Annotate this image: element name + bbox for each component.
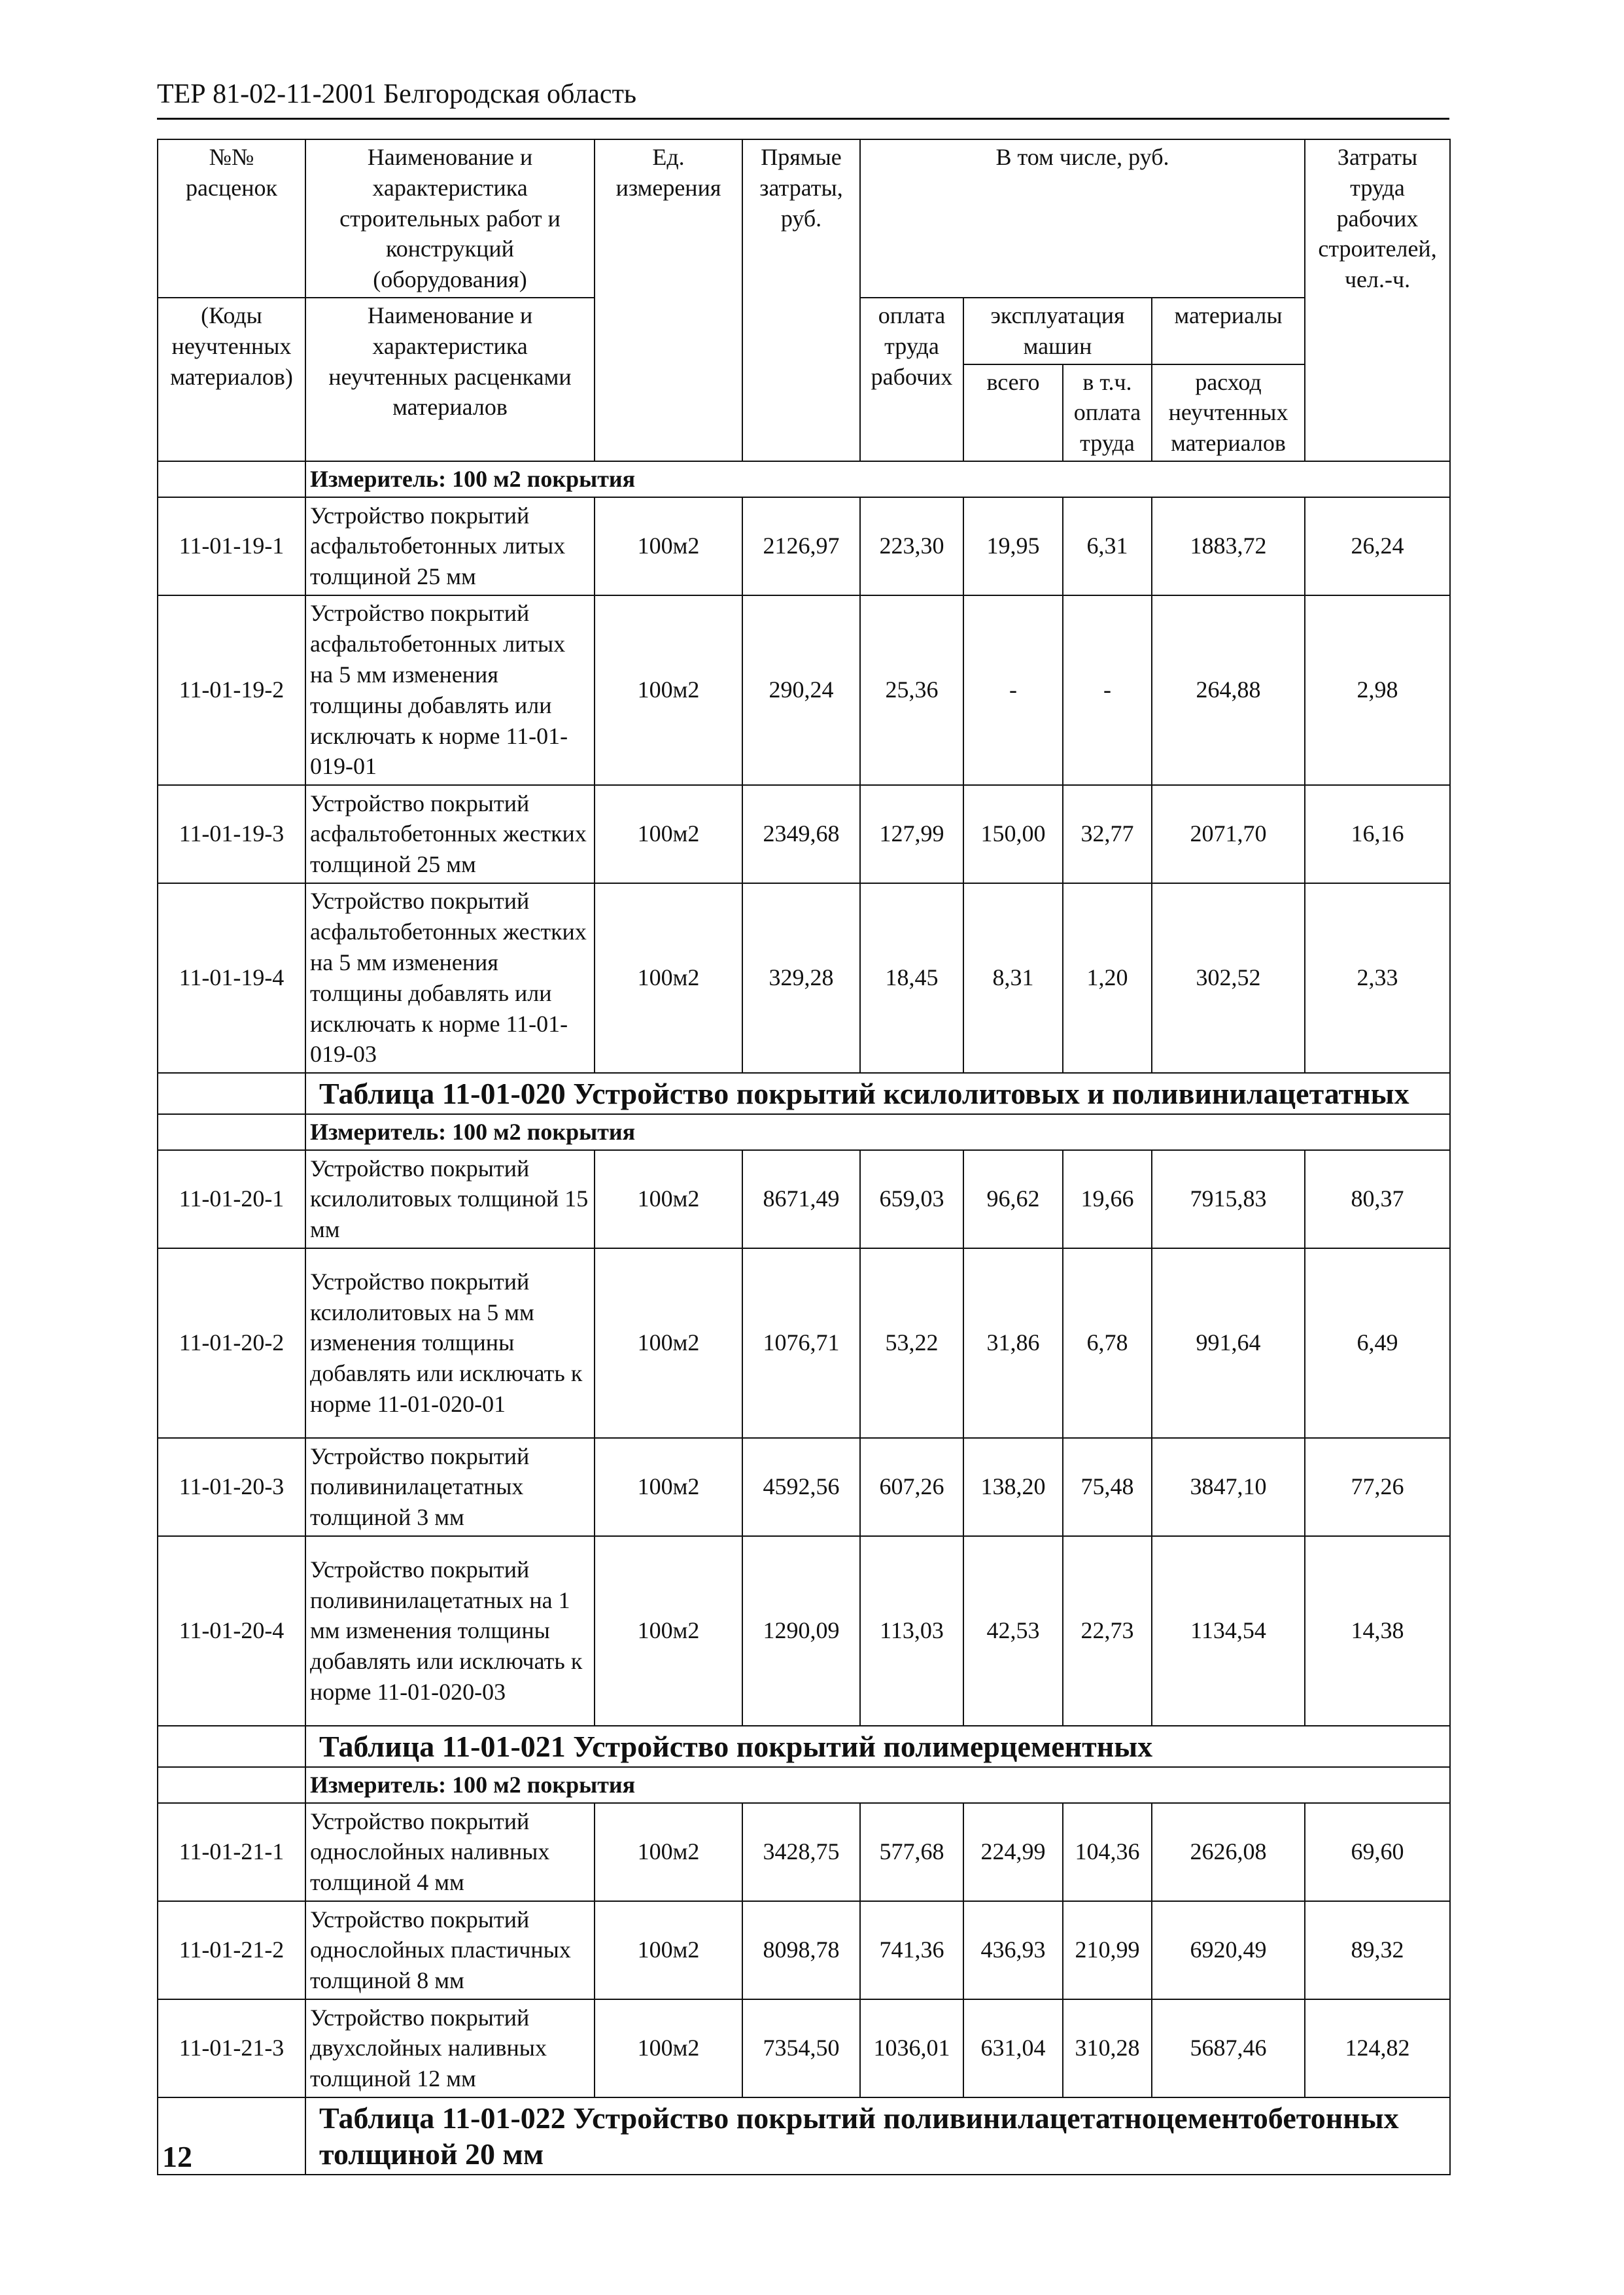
cell-wages: 25,36 [860, 595, 963, 785]
cell-labor: 2,98 [1305, 595, 1450, 785]
cell-direct: 290,24 [742, 595, 860, 785]
col-incl-header: В том числе, руб. [860, 139, 1305, 298]
table-row [158, 883, 1450, 1073]
measure-blank [158, 461, 305, 497]
section-title-row [158, 2097, 1450, 2175]
cell-labor: 69,60 [1305, 1803, 1450, 1901]
cell-mach: 436,93 [963, 1901, 1063, 1999]
table-row [158, 1150, 1450, 1248]
cell-direct: 3428,75 [742, 1803, 860, 1901]
measure-label: Измеритель: 100 м2 покрытия [305, 1114, 1450, 1150]
table-row [158, 1803, 1450, 1901]
cell-mach: 42,53 [963, 1536, 1063, 1726]
cell-mach-wages: 75,48 [1063, 1438, 1152, 1536]
cell-wages: 577,68 [860, 1803, 963, 1901]
rate-code: 11-01-21-2 [158, 1901, 305, 1999]
header-row-1 [158, 139, 1450, 298]
measure-blank [158, 1114, 305, 1150]
cell-materials: 3847,10 [1152, 1438, 1305, 1536]
work-description: Устройство покрытий асфальтобетонных жестких на 5 мм изменения толщины добавлять или исключать к норме 11-01-019-03 [305, 883, 595, 1073]
col-name-header: Наименование и характеристика строительных работ и конструкций (оборудования) [305, 139, 595, 298]
cell-labor: 80,37 [1305, 1150, 1450, 1248]
cell-unit: 100м2 [595, 883, 742, 1073]
work-description: Устройство покрытий асфальтобетонных жестких толщиной 25 мм [305, 785, 595, 883]
cell-mach: 224,99 [963, 1803, 1063, 1901]
cell-direct: 1290,09 [742, 1536, 860, 1726]
col-labor-header: Затраты труда рабочих строителей, чел.-ч. [1305, 139, 1450, 461]
cell-mach-wages: 6,78 [1063, 1248, 1152, 1438]
work-description: Устройство покрытий однослойных наливных толщиной 4 мм [305, 1803, 595, 1901]
rate-code: 11-01-21-3 [158, 1999, 305, 2097]
cell-unit: 100м2 [595, 1150, 742, 1248]
rate-code: 11-01-19-2 [158, 595, 305, 785]
table-row [158, 1536, 1450, 1726]
cell-labor: 2,33 [1305, 883, 1450, 1073]
col-direct-header: Прямые затраты, руб. [742, 139, 860, 461]
work-description: Устройство покрытий асфальтобетонных литых толщиной 25 мм [305, 497, 595, 595]
cell-wages: 223,30 [860, 497, 963, 595]
table-row [158, 1901, 1450, 1999]
cell-wages: 659,03 [860, 1150, 963, 1248]
cell-mach-wages: 6,31 [1063, 497, 1152, 595]
cell-wages: 18,45 [860, 883, 963, 1073]
section-title-blank [158, 1073, 305, 1114]
cell-unit: 100м2 [595, 1536, 742, 1726]
cell-unit: 100м2 [595, 1901, 742, 1999]
cell-mach-wages: 19,66 [1063, 1150, 1152, 1248]
cell-unit: 100м2 [595, 1999, 742, 2097]
work-description: Устройство покрытий ксилолитовых толщиной 15 мм [305, 1150, 595, 1248]
cell-labor: 89,32 [1305, 1901, 1450, 1999]
cell-mach-wages: 1,20 [1063, 883, 1152, 1073]
cell-labor: 26,24 [1305, 497, 1450, 595]
cell-mach-wages: 32,77 [1063, 785, 1152, 883]
col-materials-header: материалы [1152, 298, 1305, 364]
cell-materials: 302,52 [1152, 883, 1305, 1073]
cell-labor: 16,16 [1305, 785, 1450, 883]
cell-mach-wages: 22,73 [1063, 1536, 1152, 1726]
header-rule [157, 118, 1449, 120]
section-title: Таблица 11-01-022 Устройство покрытий поливинилацетатноцементобетонных толщиной 20 мм [305, 2097, 1450, 2175]
cell-materials: 264,88 [1152, 595, 1305, 785]
rate-code: 11-01-21-1 [158, 1803, 305, 1901]
cell-wages: 113,03 [860, 1536, 963, 1726]
cell-direct: 8671,49 [742, 1150, 860, 1248]
col-total-header: всего [963, 364, 1063, 461]
cell-unit: 100м2 [595, 1248, 742, 1438]
cell-mach-wages: 104,36 [1063, 1803, 1152, 1901]
cell-labor: 124,82 [1305, 1999, 1450, 2097]
cell-wages: 1036,01 [860, 1999, 963, 2097]
cell-mach: 31,86 [963, 1248, 1063, 1438]
table-row [158, 1999, 1450, 2097]
cell-materials: 5687,46 [1152, 1999, 1305, 2097]
section-title-row [158, 1073, 1450, 1114]
section-title-row [158, 1726, 1450, 1767]
rate-code: 11-01-20-3 [158, 1438, 305, 1536]
rate-code: 11-01-20-1 [158, 1150, 305, 1248]
cell-direct: 7354,50 [742, 1999, 860, 2097]
cell-mach-wages: 210,99 [1063, 1901, 1152, 1999]
cell-direct: 8098,78 [742, 1901, 860, 1999]
measure-blank [158, 1767, 305, 1803]
cell-mach: 19,95 [963, 497, 1063, 595]
cell-labor: 77,26 [1305, 1438, 1450, 1536]
cell-unit: 100м2 [595, 785, 742, 883]
measure-row [158, 1114, 1450, 1150]
cell-wages: 53,22 [860, 1248, 963, 1438]
cell-unit: 100м2 [595, 595, 742, 785]
cell-mach-wages: 310,28 [1063, 1999, 1152, 2097]
cell-mach-wages: - [1063, 595, 1152, 785]
cell-materials: 2626,08 [1152, 1803, 1305, 1901]
col-mat-consumption-header: расход неучтенных материалов [1152, 364, 1305, 461]
section-title-blank [158, 1726, 305, 1767]
cell-materials: 1134,54 [1152, 1536, 1305, 1726]
col-code-header: №№ расценок [158, 139, 305, 298]
cell-mach: 8,31 [963, 883, 1063, 1073]
cell-mach: 138,20 [963, 1438, 1063, 1536]
cell-materials: 2071,70 [1152, 785, 1305, 883]
cell-labor: 14,38 [1305, 1536, 1450, 1726]
col-unit-header: Ед. измерения [595, 139, 742, 461]
measure-label: Измеритель: 100 м2 покрытия [305, 461, 1450, 497]
col-name-alt-header: Наименование и характеристика неучтенных расценками материалов [305, 298, 595, 461]
cell-mach: - [963, 595, 1063, 785]
page-header: ТЕР 81-02-11-2001 Белгородская область [157, 79, 637, 109]
col-code-alt-header: (Коды неучтенных материалов) [158, 298, 305, 461]
table-row [158, 1438, 1450, 1536]
work-description: Устройство покрытий поливинилацетатных толщиной 3 мм [305, 1438, 595, 1536]
rate-code: 11-01-20-2 [158, 1248, 305, 1438]
page-number: 12 [162, 2140, 192, 2173]
cell-materials: 7915,83 [1152, 1150, 1305, 1248]
work-description: Устройство покрытий однослойных пластичных толщиной 8 мм [305, 1901, 595, 1999]
cell-direct: 1076,71 [742, 1248, 860, 1438]
work-description: Устройство покрытий поливинилацетатных на 1 мм изменения толщины добавлять или исключать к норме 11-01-020-03 [305, 1536, 595, 1726]
cell-mach: 631,04 [963, 1999, 1063, 2097]
cell-direct: 2349,68 [742, 785, 860, 883]
cell-materials: 1883,72 [1152, 497, 1305, 595]
cell-materials: 6920,49 [1152, 1901, 1305, 1999]
cell-materials: 991,64 [1152, 1248, 1305, 1438]
rates-table [157, 139, 1451, 2175]
cell-wages: 127,99 [860, 785, 963, 883]
cell-labor: 6,49 [1305, 1248, 1450, 1438]
measure-label: Измеритель: 100 м2 покрытия [305, 1767, 1450, 1803]
table-row [158, 785, 1450, 883]
col-machines-header: эксплуатация машин [963, 298, 1152, 364]
section-title: Таблица 11-01-020 Устройство покрытий ксилолитовых и поливинилацетатных [305, 1073, 1450, 1114]
cell-unit: 100м2 [595, 497, 742, 595]
col-wages-header: оплата труда рабочих [860, 298, 963, 461]
table-row [158, 1248, 1450, 1438]
cell-unit: 100м2 [595, 1438, 742, 1536]
table-row [158, 595, 1450, 785]
cell-direct: 4592,56 [742, 1438, 860, 1536]
cell-mach: 150,00 [963, 785, 1063, 883]
work-description: Устройство покрытий асфальтобетонных литых на 5 мм изменения толщины добавлять или исключать к норме 11-01-019-01 [305, 595, 595, 785]
work-description: Устройство покрытий ксилолитовых на 5 мм изменения толщины добавлять или исключать к норме 11-01-020-01 [305, 1248, 595, 1438]
work-description: Устройство покрытий двухслойных наливных толщиной 12 мм [305, 1999, 595, 2097]
cell-mach: 96,62 [963, 1150, 1063, 1248]
rate-code: 11-01-19-4 [158, 883, 305, 1073]
table-row [158, 497, 1450, 595]
cell-direct: 329,28 [742, 883, 860, 1073]
cell-unit: 100м2 [595, 1803, 742, 1901]
cell-wages: 741,36 [860, 1901, 963, 1999]
section-title: Таблица 11-01-021 Устройство покрытий полимерцементных [305, 1726, 1450, 1767]
measure-row [158, 461, 1450, 497]
measure-row [158, 1767, 1450, 1803]
cell-direct: 2126,97 [742, 497, 860, 595]
cell-wages: 607,26 [860, 1438, 963, 1536]
col-incl-wages-header: в т.ч. оплата труда [1063, 364, 1152, 461]
rate-code: 11-01-19-3 [158, 785, 305, 883]
rate-code: 11-01-20-4 [158, 1536, 305, 1726]
rate-code: 11-01-19-1 [158, 497, 305, 595]
